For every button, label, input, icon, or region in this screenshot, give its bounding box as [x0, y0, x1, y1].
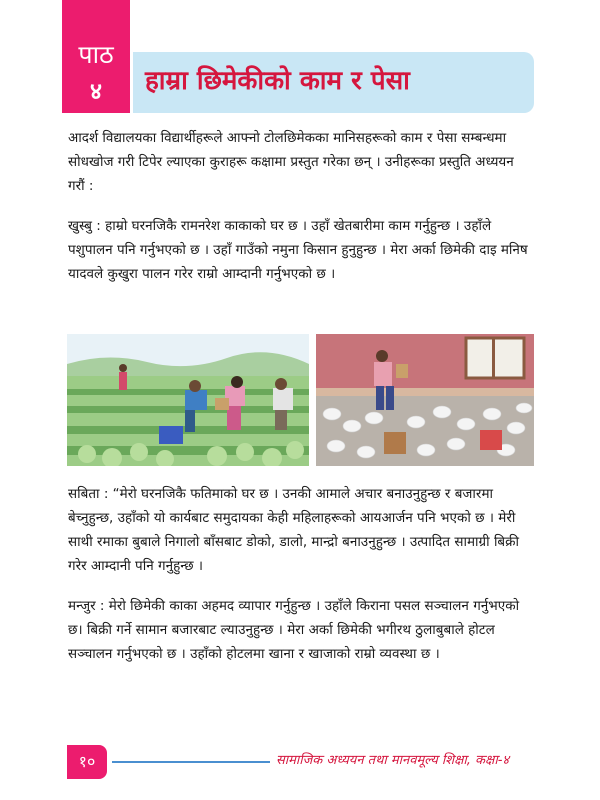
intro-paragraph: आदर्श विद्यालयका विद्यार्थीहरूले आफ्नो टोलछिमेकका मानिसहरूको काम र पेसा सम्बन्धमा सोधखोज गरी टिपेर ल्याएका कुराहरू कक्षामा प्रस्तुत गरेका छन् । उनीहरूका प्रस्तुति अध्ययन गरौं : [68, 130, 514, 194]
manjur-paragraph: मन्जुर : मेरो छिमेकी काका अहमद व्यापार गर्नुहुन्छ । उहाँले किराना पसल सञ्चालन गर्नुभएको छ। बिक्री गर्ने सामान बजारबाट ल्याउनुहुन्छ । मेरा अर्का छिमेकी भगीरथ ठुलाबुबाले होटल सञ्चालन गर्नुभएको छ । उहाँको होटलमा खाना र खाजाको राम्रो व्यवस्था छ । [68, 598, 520, 662]
khusbu-paragraph: खुस्बु : हाम्रो घरनजिकै रामनरेश काकाको घर छ । उहाँ खेतबारीमा काम गर्नुहुन्छ । उहाँले पशुपालन पनि गर्नुभएको छ । उहाँ गाउँको नमुना किसान हुनुहुन्छ । मेरा अर्का छिमेकी दाइ मनिष यादवले कुखुरा पालन गरेर राम्रो आम्दानी गर्नुभएको छ । [68, 218, 528, 282]
lesson-tab [62, 0, 130, 113]
lesson-word: पाठ [78, 40, 114, 69]
poultry-scene-image [316, 334, 534, 466]
book-title: सामाजिक अध्ययन तथा मानवमूल्य शिक्षा, कक्षा-४ [276, 753, 510, 768]
footer-divider [112, 761, 270, 763]
lesson-number: ४ [90, 79, 102, 105]
poultry-illustration [316, 334, 534, 466]
farming-scene-image [67, 334, 309, 466]
title-bar [133, 52, 534, 113]
page-number: १० [67, 745, 107, 779]
farming-illustration [67, 334, 309, 466]
page-title: हाम्रा छिमेकीको काम र पेसा [145, 66, 410, 96]
sabita-paragraph: सबिता : “मेरो घरनजिकै फतिमाको घर छ । उनकी आमाले अचार बनाउनुहुन्छ र बजारमा बेच्नुहुन्छ, उहाँको यो कार्यबाट समुदायका केही महिलाहरूको आयआर्जन पनि भएको छ । मेरी साथी रमाका बुबाले निगालो बाँसबाट डोको, डालो, मान्द्रो बनाउनुहुन्छ । उत्पादित सामाग्री बिक्री गरेर आम्दानी पनि गर्नुहुन्छ । [68, 486, 520, 574]
